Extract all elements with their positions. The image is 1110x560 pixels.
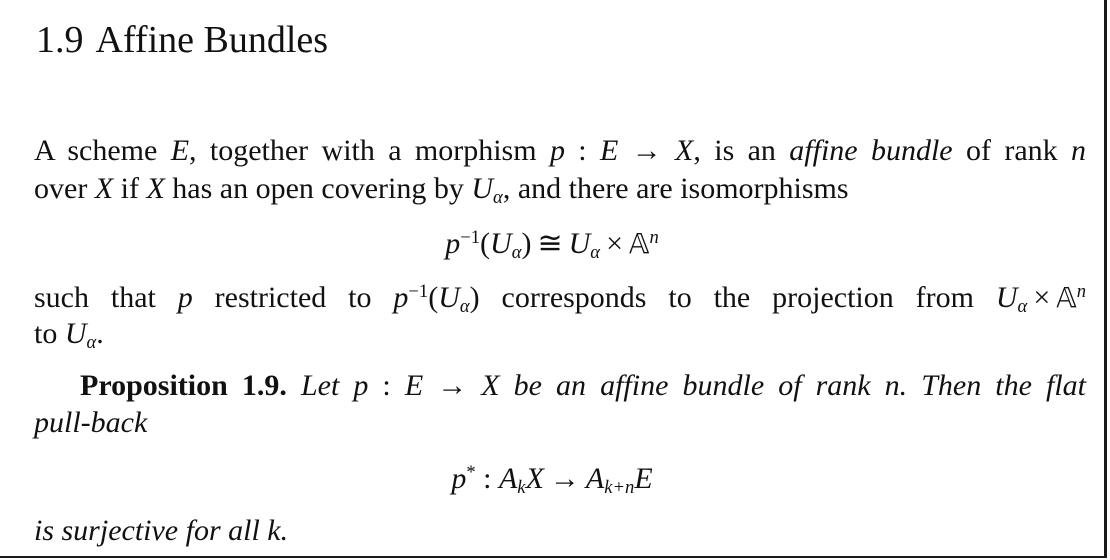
definition-line-1: A scheme E, together with a morphism p : E → X, is an affine bundle of rank n — [34, 134, 1086, 167]
proposition-label: Proposition 1.9. — [80, 369, 287, 402]
proposition-line-2: pull-back — [34, 406, 148, 439]
display-equation-isomorphism: $p^{-1}(U_\alpha)$ ≅ $U_\alpha$ × 𝔸$^n$ — [445, 226, 659, 264]
proposition-line-3: is surjective for all k. — [34, 514, 289, 547]
defined-term: affine bundle — [789, 134, 953, 167]
section-number: 1.9 — [36, 19, 84, 61]
definition-line-3: such that p restricted to $p^{-1}(U_\alpha)$ corresponds to the projection from $U_\alpha$ × 𝔸$^n$ — [34, 280, 1086, 318]
proposition-line-1: Proposition 1.9. Let p : E → X be an affine bundle of rank n. Then the flat — [80, 369, 1086, 402]
definition-line-2: over X if X has an open covering by $U_\alpha$, and there are isomorphisms — [34, 172, 849, 209]
section-title: Affine Bundles — [95, 19, 329, 61]
section-heading — [36, 18, 328, 62]
definition-line-4: to $U_\alpha$. — [34, 317, 104, 354]
display-equation-pullback: p* : $A_kX \to A_{k+n}E$ — [451, 461, 653, 499]
